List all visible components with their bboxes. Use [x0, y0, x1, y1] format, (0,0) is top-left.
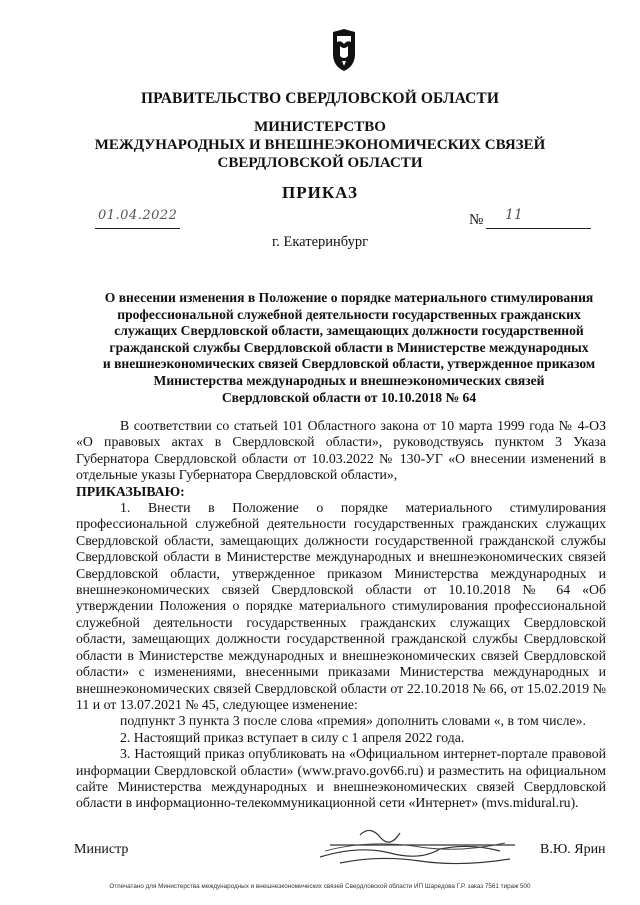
handwritten-number: 11 — [505, 207, 523, 223]
item-1: 1. Внести в Положение о порядке материального стимулирования профессиональной служебной деятельности государственных гражданских служащих Свердловской области, замещающих должности государственной гражданской службы Свердловской области в Министерстве международных и внешнеэкономических связей Свердловской области, утвержденное приказом Министерства международных и внешнеэкономических связей Свердловской области от 10.10.2018 № 64 «Об утверждении Положения о порядке материального стимулирования профессиональной служебной деятельности государственных гражданских служащих Свердловской области, замещающих должности государственной гражданской службы Свердловской области в Министерстве международных и внешнеэкономических связей Свердловской области» с изменениями, внесенными приказами Министерства международных и внешнеэкономических связей Свердловской области от 22.10.2018 № 66, от 15.02.2019 № 11 и от 13.07.2021 № 45, следующее изменение: — [76, 500, 606, 712]
subject-line: О внесении изменения в Положение о порядке материального стимулирования — [104, 290, 594, 305]
subject-line: профессиональной служебной деятельности государственных гражданских — [117, 306, 581, 322]
handwritten-date: 01.04.2022 — [98, 208, 178, 223]
ministry-line-2: МЕЖДУНАРОДНЫХ И ВНЕШНЕЭКОНОМИЧЕСКИХ СВЯЗЕЙ — [94, 137, 546, 153]
subject-line: служащих Свердловской области, замещающих должности государственной — [114, 323, 584, 339]
date-underline — [95, 228, 180, 229]
ministry-line-3: СВЕРДЛОВСКОЙ ОБЛАСТИ — [217, 155, 423, 171]
item-3: 3. Настоящий приказ опубликовать на «Официальном интернет-портале правовой информации Свердловской области» (www.pravo.gov66.ru) и разместить на официальном сайте Министерства международных и внешнеэкономических связей Свердловской области в информационно-телекоммуникационной сети «Интернет» (mvs.midural.ru). — [76, 746, 606, 811]
order-body — [76, 418, 606, 812]
ministry-line-1: МИНИСТЕРСТВО — [254, 119, 386, 135]
number-label: № — [469, 212, 484, 228]
subject-line: Министерства международных и внешнеэкономических связей — [153, 372, 545, 388]
document-type: ПРИКАЗ — [282, 183, 358, 202]
signatory-position: Министр — [74, 842, 129, 857]
subject-line: гражданской службы Свердловской области в Министерстве международных — [109, 339, 589, 355]
order-subject — [92, 290, 606, 406]
order-word: ПРИКАЗЫВАЮ: — [76, 483, 185, 499]
ministry-title — [0, 118, 640, 172]
print-footer: Отпечатано для Министерства международных и внешнеэкономических связей Свердловской области ИП Шаредова Г.Р. заказ 7561 тираж 500 — [109, 883, 531, 890]
subject-line: и внешнеэкономических связей Свердловской области, утвержденное приказом — [102, 356, 596, 372]
subject-line: Свердловской области от 10.10.2018 № 64 — [221, 389, 477, 405]
handwritten-signature — [300, 815, 530, 875]
government-title: ПРАВИТЕЛЬСТВО СВЕРДЛОВСКОЙ ОБЛАСТИ — [140, 90, 499, 107]
item-2: 2. Настоящий приказ вступает в силу с 1 апреля 2022 года. — [120, 729, 465, 745]
city: г. Екатеринбург — [271, 234, 369, 250]
subitem: подпункт 3 пункта 3 после слова «премия» дополнить словами «, в том числе». — [120, 713, 586, 729]
preamble: В соответствии со статьей 101 Областного закона от 10 марта 1999 года № 4-ОЗ «О правовых актах в Свердловской области», руководствуясь пунктом 3 Указа Губернатора Свердловской области от 10.03.2022 № 130-УГ «О внесении изменений в отдельные указы Губернатора Свердловской области», — [76, 418, 606, 483]
sverdlovsk-coat-of-arms-icon — [331, 28, 357, 72]
number-underline — [486, 228, 591, 229]
signatory-name: В.Ю. Ярин — [540, 842, 606, 857]
